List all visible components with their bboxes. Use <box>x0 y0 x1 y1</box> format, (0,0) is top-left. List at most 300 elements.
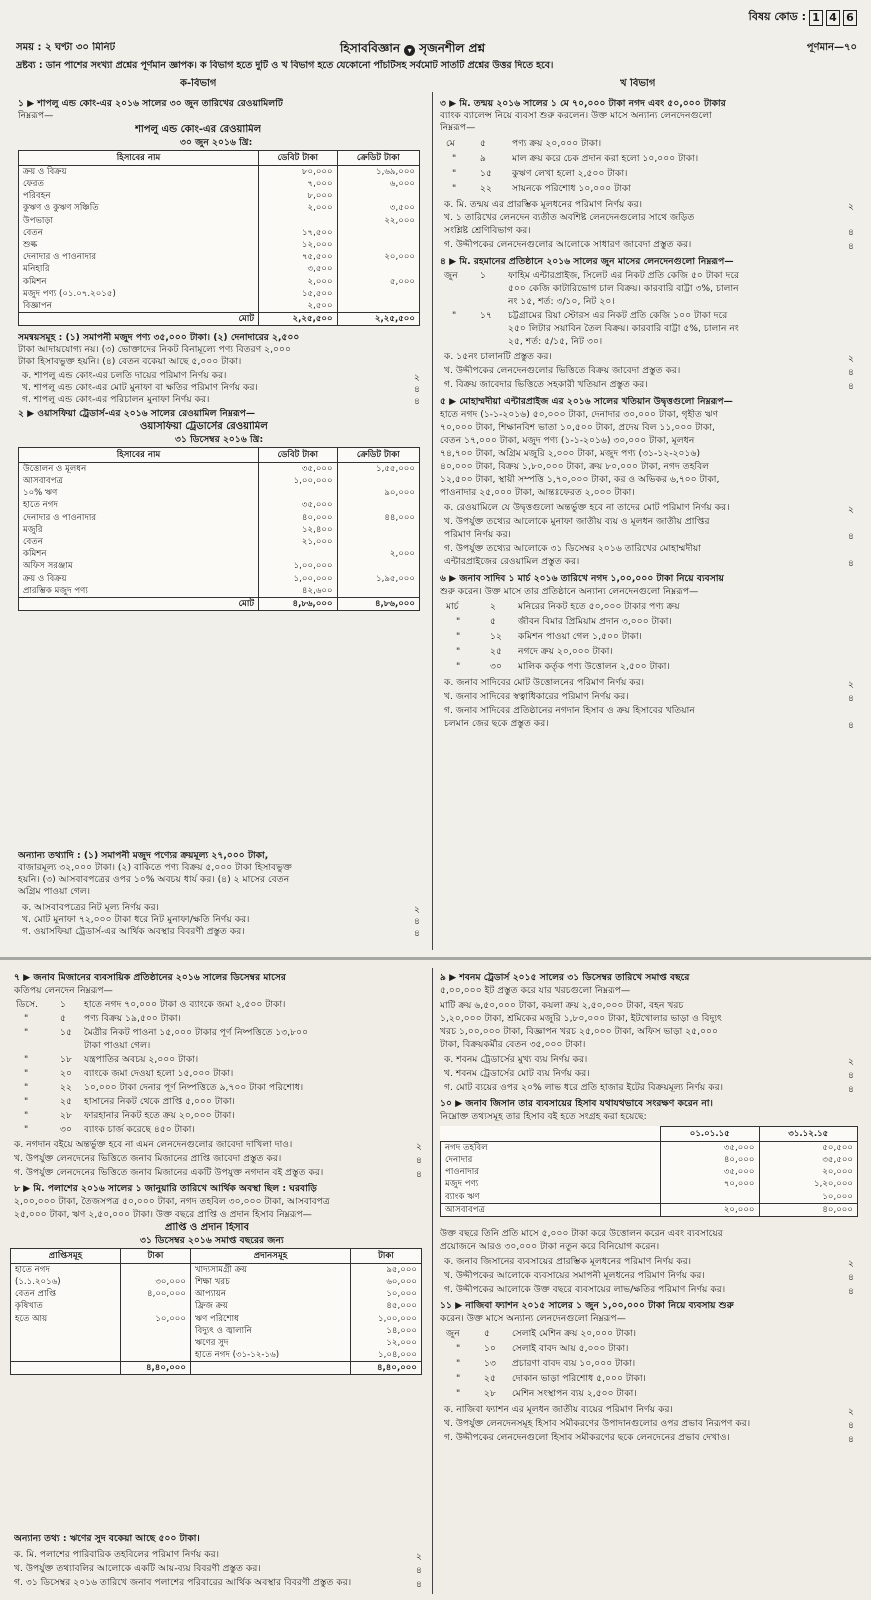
q4-question: গ. বিক্রয় জাবেদার ভিত্তিতে সহকারী খতিয়ান প্রস্তুত কর। <box>444 379 648 390</box>
q1-trial-balance <box>18 150 420 326</box>
cell: ২০,০০০ <box>661 1203 760 1216</box>
cell: ৩,৫০০ <box>259 263 338 275</box>
cell: ৩৫,০০০ <box>661 1166 760 1178</box>
q5-question: খ. উপর্যুক্ত তথ্যের আলোকে মুনাফা জাতীয় ব্যয় ও মূলধন জাতীয় প্রাপ্তির <box>444 516 710 527</box>
q2-intro: ২ ▶ ওয়াসফিয়া ট্রেডার্স-এর ২০১৬ সালের রেওয়ামিল নিম্নরূপ— <box>18 408 256 419</box>
entry-month: " <box>456 631 461 642</box>
cell: আপ্যায়ন <box>191 1288 351 1300</box>
table-row <box>19 475 420 487</box>
cell <box>191 1362 351 1375</box>
entry-text: ২৫০ লিটার সয়াবিন তৈল বিক্রয়। কারবারি বাট্টা ৫%, চালান নং <box>508 323 739 334</box>
cell: হাতে নগদ <box>11 1264 121 1277</box>
entry-text: ৫০০ কেজি কাটারিভোগ চাল বিক্রয়। কারবারি বাট্টা ৩%, চালান <box>508 283 739 294</box>
table-row <box>441 1166 858 1178</box>
entry-text: মনিরের নিকট হতে ৫০,০০০ টাকার পণ্য ক্রয় <box>518 601 680 612</box>
cell <box>661 1191 760 1204</box>
q4-mark: ২ <box>848 354 854 364</box>
cell: (১.১.২০১৬) <box>11 1276 121 1288</box>
q9-line: খরচ ১,০০,০০০ টাকা, বিজ্ঞাপন খরচ ২৫,০০০ টাকা, অফিস ভাড়া ২৫,০০০ <box>440 1026 718 1037</box>
q2-question: ক. আসবাবপত্রের নিট মূল্য নির্ণয় কর। <box>22 902 159 913</box>
cell: কুঋণ ও কুঋণ সঞ্চিতি <box>19 202 259 214</box>
q11-mark: ২ <box>848 1407 854 1417</box>
cell: ২,২৫,৫০০ <box>337 312 419 325</box>
cell: দেনাদার ও পাওনাদার <box>19 512 259 524</box>
table-row <box>19 512 420 524</box>
q4-question: খ. উদ্দীপকের লেনদেনগুলোর ভিত্তিতে বিক্রয় জাবেদা প্রস্তুত কর। <box>444 365 681 376</box>
entry-month: " <box>456 646 461 657</box>
q6-line: শুরু করেন। উক্ত মাসে তার প্রতিষ্ঠানে অন্যান্য লেনদেনগুলো নিম্নরূপ— <box>440 586 699 597</box>
table-row <box>19 463 420 476</box>
table-row <box>19 573 420 585</box>
table-row <box>11 1300 422 1312</box>
q8-question: গ. ৩১ ডিসেম্বর ২০১৬ তারিখে জনাব পলাশের পরিবারের আর্থিক অবস্থার বিবরণী প্রস্তুত কর। <box>14 1577 352 1588</box>
cell: মোট <box>19 597 259 610</box>
entry-text: প্রচারণা বাবদ ব্যয় ১০,০০০ টাকা। <box>512 1358 636 1369</box>
entry-text: ব্যাংক চার্জ করেছে ৪৫০ টাকা। <box>84 1124 195 1135</box>
q2-mark: ৪ <box>414 917 420 927</box>
q1-intro-line: নিম্নরূপ— <box>18 110 54 121</box>
cell: ৩৫,০০০ <box>661 1142 760 1155</box>
q5-line: হাতে নগদ (১-১-২০১৬) ৫০,০০০ টাকা, দেনাদার ৩০,০০০ টাকা, গৃহীত ঋণ <box>440 409 719 420</box>
q5-mark: ৪ <box>848 559 854 569</box>
q9-line: মাটি ক্রয় ৬,৫০,০০০ টাকা, কয়লা ক্রয় ২,৫০,০০০ টাকা, বহন খরচ <box>440 1000 684 1011</box>
exam-time: সময় : ২ ঘণ্টা ৩০ মিনিট <box>16 42 116 53</box>
entry-text: চট্টগ্রামের রিয়া স্টোরস এর নিকট প্রতি কেজি ১০০ টাকা দরে <box>508 310 728 321</box>
entry-day: ৫ <box>484 1328 490 1339</box>
entry-text: সেলাই মেশিন ক্রয় ২০,০০০ টাকা। <box>512 1328 637 1339</box>
cell: ১২,০০০ <box>259 239 338 251</box>
cell: ১,০০,০০০ <box>259 475 338 487</box>
q2-table-date: ৩১ ডিসেম্বর ২০১৬ খ্রি: <box>175 434 264 445</box>
cell: ২,০০০ <box>259 202 338 214</box>
cell <box>121 1264 191 1277</box>
cell: হতে আয় <box>11 1313 121 1325</box>
table-row <box>19 166 420 179</box>
cell: বেতন <box>19 227 259 239</box>
q2-other-line: অন্যান্য তথ্যাদি : (১) সমাপনী মজুদ পণ্যের ক্রয়মূল্য ২৭,০০০ টাকা, <box>18 850 269 861</box>
entry-text: কুঋণ লেখা হলো ২,৫০০ টাকা। <box>512 168 628 179</box>
q8-col-header: প্রদানসমূহ <box>191 1249 351 1264</box>
cell: ঋণের সুদ <box>191 1337 351 1349</box>
entry-text: মালিক কর্তৃক পণ্য উত্তোলন ২,৫০০ টাকা। <box>518 661 670 672</box>
entry-text: ২৫, শর্ত: ৫/১৫, নিট ৩০। <box>508 336 603 347</box>
q9-line: ১,২০,০০০ টাকা, শ্রমিকের মজুরি ১,৮০,০০০ টাকা, ইটখোলার ভাড়া ও বিদ্যুৎ <box>440 1013 722 1024</box>
cell: ১০,০০০ <box>351 1288 422 1300</box>
q3-mark: ২ <box>848 202 854 212</box>
page-title <box>340 40 485 60</box>
cell: নগদ তহবিল <box>441 1142 661 1155</box>
q1-question: ক. শাপলু এন্ড কোং-এর চলতি দায়ের পরিমাণ নির্ণয় কর। <box>22 370 227 381</box>
subtitle-text: সৃজনশীল প্রশ্ন <box>419 41 486 55</box>
cell: পাওনাদার <box>441 1166 661 1178</box>
q2-question: গ. ওয়াসফিয়া ট্রেডার্স-এর আর্থিক অবস্থার বিবরণী প্রস্তুত কর। <box>22 926 245 937</box>
q10-col-header: ৩১.১২.১৫ <box>759 1127 858 1142</box>
table-row <box>19 499 420 511</box>
title-text: হিসাববিজ্ঞান <box>340 41 401 55</box>
q1-adjustment-line: টাকা হিসাবভুক্ত হয়নি। (৪) বেতন বকেয়া আছে ৫,০০০ টাকা। <box>18 356 242 367</box>
cell: ৯০,০০০ <box>337 487 419 499</box>
q11-line: ১১ ▶ নাজিবা ফ্যাশন ২০১৫ সালের ১ জুন ১,০০,০০০ টাকা নিয়ে ব্যবসায় শুরু <box>440 1300 734 1311</box>
cell <box>337 560 419 572</box>
cell <box>337 263 419 275</box>
cell: ৭৫,৫০০ <box>259 251 338 263</box>
entry-month: " <box>452 183 457 194</box>
entry-day: ৫ <box>60 1013 66 1024</box>
q5-line: ৪০,০০০ টাকা, বিক্রয় ১,৮০,০০০ টাকা, ক্রয় ৮০,০০০ টাকা, নগদ তহবিল <box>440 461 710 472</box>
table-row <box>19 215 420 227</box>
entry-month: " <box>456 1373 461 1384</box>
q8-question: খ. উপর্যুক্ত তথ্যাবলির আলোকে একটি আয়-ব্যয় বিবরণী প্রস্তুত কর। <box>14 1563 261 1574</box>
cell: বিদ্যুৎ ও জ্বালানি <box>191 1325 351 1337</box>
table-row <box>19 536 420 548</box>
cell: ১,৫৫,০০০ <box>337 463 419 476</box>
entry-day: ৫ <box>490 616 496 627</box>
entry-month: " <box>24 1027 29 1038</box>
q8-question: ক. মি. পলাশের পারিবারিক তহবিলের পরিমাণ নির্ণয় কর। <box>14 1549 219 1560</box>
entry-day: ২০ <box>60 1068 72 1079</box>
entry-text: সায়নকে পরিশোধ ১০,০০০ টাকা <box>512 183 631 194</box>
q10-question: ক. জনাব জিসানের ব্যবসায়ের প্রারম্ভিক মূলধনের পরিমাণ নির্ণয় কর। <box>444 1256 692 1267</box>
cell: ২০,০০০ <box>759 1166 858 1178</box>
q1-col-header: ক্রেডিট টাকা <box>337 151 419 166</box>
q3-line: নিম্নরূপ— <box>440 122 476 133</box>
entry-text: মাল ক্রয় করে চেক প্রদান করা হলো ১০,০০০ টাকা। <box>512 153 699 164</box>
q1-col-header: ডেবিট টাকা <box>259 151 338 166</box>
q2-other-line: হয়নি। (৩) আসবাবপত্রের ওপর ১০% অবচয় ধার্য কর। (৪) ২ মাসের বেতন <box>18 874 290 885</box>
entry-text: ফারহানার নিকট হতে ক্রয় ২০,০০০ টাকা। <box>84 1110 235 1121</box>
q1-mark: ২ <box>414 373 420 383</box>
cell: ৩,৫০০ <box>337 202 419 214</box>
q1-adjustment-line: টাকা আদায়যোগ্য নয়। (৩) ভোক্তাদের নিকট বিনামূল্যে পণ্য বিতরণ ২,০০০ <box>18 344 291 355</box>
q8-col-header: টাকা <box>121 1249 191 1264</box>
q3-question: খ. ১ তারিখের লেনদেন ব্যতীত অবশিষ্ট লেনদেনগুলোর সাথে জড়িত <box>444 212 695 223</box>
cell: ২,২৫,৫০০ <box>259 312 338 325</box>
cell <box>337 239 419 251</box>
q11-line: করেন। উক্ত মাসে অন্যান্য লেনদেনগুলো নিম্নরূপ— <box>440 1313 626 1324</box>
q8-mark: ৪ <box>416 1580 422 1590</box>
cell: আসবাবপত্র <box>19 475 259 487</box>
q10-mark: ৪ <box>848 1273 854 1283</box>
cell <box>121 1325 191 1337</box>
entry-month: " <box>456 1388 461 1399</box>
cell: ২,০০০ <box>337 548 419 560</box>
q1-question: খ. শাপলু এন্ড কোং-এর মোট মুনাফা বা ক্ষতির পরিমাণ নির্ণয় কর। <box>22 382 258 393</box>
table-row <box>441 1178 858 1190</box>
entry-text: ব্যাংকে জমা দেওয়া হলো ১৫,০০০ টাকা। <box>84 1068 234 1079</box>
cell: উপভাড়া <box>19 215 259 227</box>
table-row <box>11 1325 422 1337</box>
q2-other-line: অগ্রিম পাওয়া গেল। <box>18 886 91 897</box>
cell: ১,০০,০০০ <box>351 1313 422 1325</box>
q8-line: ৮ ▶ মি. পলাশের ২০১৬ সালের ১ জানুয়ারি তারিখে আর্থিক অবস্থা ছিল : ঘরবাড়ি <box>14 1183 317 1194</box>
q3-question: গ. উদ্দীপকের লেনদেনগুলোর আলোকে সাধারণ জাবেদা প্রস্তুত কর। <box>444 239 692 250</box>
entry-day: ৩০ <box>490 661 502 672</box>
cell: বেতন <box>19 536 259 548</box>
q3-line: ৩ ▶ মি. তন্ময় ২০১৬ সালের ১ মে ৭০,০০০ টাকা নগদ এবং ৫০,০০০ টাকার <box>440 98 726 109</box>
table-row <box>19 548 420 560</box>
entry-day: ১৫ <box>480 168 492 179</box>
entry-day: ২২ <box>60 1082 72 1093</box>
q9-mark: ৪ <box>848 1071 854 1081</box>
q9-line: ৫,০০,০০০ ইট প্রস্তুত করে যার খরচগুলো নিম্নরূপ— <box>440 985 631 996</box>
cell: ৪০,০০০ <box>661 1154 760 1166</box>
q10-balance-table <box>440 1126 858 1217</box>
q7-question: খ. উপর্যুক্ত লেনদেনের ভিত্তিতে জনাব মিজানের প্রাপ্তি জাবেদা প্রস্তুত কর। <box>14 1153 282 1164</box>
entry-text: কমিশন পাওয়া গেল ১,৫০০ টাকা। <box>518 631 642 642</box>
q5-question: গ. উপর্যুক্ত তথ্যের আলোকে ৩১ ডিসেম্বর ২০১৬ তারিখের মোহাম্মদীয়া <box>444 543 702 554</box>
table-row <box>19 239 420 251</box>
entry-month: " <box>24 1082 29 1093</box>
entry-month: " <box>24 1013 29 1024</box>
cell: অফিস সরঞ্জাম <box>19 560 259 572</box>
table-row <box>19 560 420 572</box>
table-total-row <box>19 312 420 325</box>
cell: খাদ্যসামগ্রী ক্রয় <box>191 1264 351 1277</box>
q8-line: ২৫,০০০ টাকা, ঋণ ২,৫০,০০০ টাকা। উক্ত বছরে প্রাপ্তি ও প্রদান হিসাব নিম্নরূপ— <box>14 1209 312 1220</box>
cell: ফেরত <box>19 178 259 190</box>
q8-receipt-payment-table <box>10 1248 422 1375</box>
table-row <box>441 1154 858 1166</box>
table-row <box>441 1191 858 1204</box>
q10-col-header <box>441 1127 661 1142</box>
cell: ৮,০০০ <box>259 190 338 202</box>
q10-after-line: প্রয়োজনে আরও ৩০,০০০ টাকা নতুন করে বিনিয়োগ করেন। <box>440 1241 660 1252</box>
q2-mark: ৪ <box>414 929 420 939</box>
cell: মনিহারি <box>19 263 259 275</box>
cell: ১৫,৫০০ <box>259 288 338 300</box>
cell: ৩৫,৫০০ <box>759 1154 858 1166</box>
q7-question: ক. নগদান বইয়ে অন্তর্ভুক্ত হবে না এমন লেনদেনগুলোর জাবেদা দাখিলা দাও। <box>14 1139 293 1150</box>
entry-day: ২৫ <box>484 1373 496 1384</box>
cell: ৪২,৬০০ <box>259 585 338 598</box>
cell: শিক্ষা খরচ <box>191 1276 351 1288</box>
q1-question: গ. শাপলু এন্ড কোং-এর পরিচালন মুনাফা নির্ণয় কর। <box>22 394 210 405</box>
entry-month: ডিসে. <box>16 999 39 1010</box>
subject-code-digit: 1 <box>809 10 823 26</box>
table-row <box>19 263 420 275</box>
q8-line: ২,০০,০০০ টাকা, তৈজসপত্র ৫০,০০০ টাকা, নগদ তহবিল ৩০,০০০ টাকা, আসবাবপত্র <box>14 1196 330 1207</box>
column-divider <box>432 968 433 1594</box>
subject-code-digit: 4 <box>826 10 840 26</box>
cell: ১০% ঋণ <box>19 487 259 499</box>
cell: হাতে নগদ <box>19 499 259 511</box>
q6-mark: ৪ <box>848 721 854 731</box>
q9-line: ৯ ▶ শবনম ট্রেডার্স ২০১৫ সালের ৩১ ডিসেম্বর তারিখে সমাপ্ত বছরে <box>440 972 690 983</box>
cell <box>337 524 419 536</box>
section-kha: খ বিভাগ <box>620 78 656 89</box>
q2-col-header: ডেবিট টাকা <box>259 448 338 463</box>
entry-text: পণ্য বিক্রয় ১৯,৫০০ টাকা। <box>84 1013 181 1024</box>
q3-line: ব্যাংক ব্যালেন্স নিয়ে ব্যবসা শুরু করলেন। উক্ত মাসে অন্যান্য লেনদেনগুলো <box>440 110 712 121</box>
table-total-row <box>19 597 420 610</box>
cell: ৭,০০০ <box>259 178 338 190</box>
cell: ১,৬৯,০০০ <box>337 166 419 179</box>
q2-question: খ. মোট মুনাফা ৭২,০০০ টাকা ধরে নিট মুনাফা/ক্ষতি নির্ণয় কর। <box>22 914 250 925</box>
cell: কমিশন <box>19 276 259 288</box>
table-total-row <box>11 1362 422 1375</box>
q4-intro: ৪ ▶ মি. রহমানের প্রতিষ্ঠানে ২০১৬ সালের জুন মাসের লেনদেনগুলো নিম্নরূপ— <box>440 256 734 267</box>
q1-mark: ৪ <box>414 397 420 407</box>
full-marks: পূর্ণমান—৭০ <box>806 42 857 53</box>
cell: কমিশন <box>19 548 259 560</box>
q3-mark: ৪ <box>848 242 854 252</box>
cell <box>11 1325 121 1337</box>
subject-code <box>749 8 857 27</box>
cell: ৮০,০০০ <box>259 166 338 179</box>
cell: ৪৫,০০০ <box>351 1300 422 1312</box>
entry-day: ১০ <box>484 1343 496 1354</box>
q1-table-date: ৩০ জুন ২০১৬ খ্রি: <box>180 137 253 148</box>
cell <box>121 1300 191 1312</box>
q6-question: চলমান জের ছকে প্রস্তুত কর। <box>444 718 549 729</box>
cell: ১,০০,০০০ <box>259 560 338 572</box>
cell: ঋণ পরিশোধ <box>191 1313 351 1325</box>
q5-line: ৭০,০০০ টাকা, শিক্ষানবিশ ভাতা ১০,৫০০ টাকা, প্রদেয় বিল ১১,০০০ টাকা, <box>440 422 715 433</box>
q3-question: ক. মি. তন্ময় এর প্রারম্ভিক মূলধনের পরিমাণ নির্ণয় কর। <box>444 199 642 210</box>
cell: ২০,০০০ <box>337 251 419 263</box>
entry-month: " <box>456 1358 461 1369</box>
entry-month: " <box>24 1110 29 1121</box>
q5-line: ৭৪,৭০০ টাকা, অগ্রিম মজুরি ২,০০০ টাকা, মজুদ পণ্য (৩১-১২-২০১৬) <box>440 448 701 459</box>
entry-month: জুন <box>444 270 458 281</box>
q8-table-date: ৩১ ডিসেম্বর ২০১৬ সমাপ্ত বছরের জন্য <box>140 1235 284 1246</box>
q6-mark: ২ <box>848 680 854 690</box>
table-row <box>19 487 420 499</box>
entry-month: " <box>452 310 457 321</box>
table-row <box>19 227 420 239</box>
section-ka: ক-বিভাগ <box>180 78 217 89</box>
entry-day: ২৫ <box>490 646 502 657</box>
q11-mark: ৪ <box>848 1435 854 1445</box>
entry-day: ২৮ <box>484 1388 496 1399</box>
entry-month: " <box>24 1068 29 1079</box>
q3-mark: ৪ <box>848 228 854 238</box>
q10-question: খ. উদ্দীপকের আলোকে ব্যবসায়ের সমাপনী মূলধনের পরিমাণ নির্ণয় কর। <box>444 1270 705 1281</box>
cell: ১০,০০০ <box>121 1313 191 1325</box>
q6-question: গ. জনাব সাদিবের প্রতিষ্ঠানের নগদান হিসাব ও ক্রয় হিসাবের খতিয়ান <box>444 705 695 716</box>
q1-table-title: শাপলু এন্ড কোং-এর রেওয়ামিল <box>135 124 262 135</box>
cell <box>337 227 419 239</box>
entry-text: হাতে নগদ ৭০,০০০ টাকা ও ব্যাংকে জমা ২,৫০০ টাকা। <box>84 999 286 1010</box>
table-row <box>19 288 420 300</box>
q11-question: ক. নাজিবা ফ্যাশন এর মূলধন জাতীয় ব্যয়ের পরিমাণ নির্ণয় কর। <box>444 1404 673 1415</box>
q5-question: এন্টারপ্রাইজের রেওয়ামিল প্রস্তুত কর। <box>444 556 580 567</box>
cell <box>259 215 338 227</box>
cell: মজুদ পণ্য (০১.০৭.২০১৫) <box>19 288 259 300</box>
cell: ১,২০,০০০ <box>759 1178 858 1190</box>
cell: ১,০০,০০০ <box>259 573 338 585</box>
table-row <box>19 300 420 313</box>
q2-other-line: বাজারমূল্য ৩২,০০০ টাকা। (২) বাকিতে পণ্য বিক্রয় ৫,০০০ টাকা হিসাবভুক্ত <box>18 862 292 873</box>
entry-day: ২২ <box>480 183 492 194</box>
cell: ৩৫,০০০ <box>259 499 338 511</box>
table-row <box>11 1349 422 1362</box>
q9-question: ক. শবনম ট্রেডার্সের মুখ্য ব্যয় নির্ণয় কর। <box>444 1054 588 1065</box>
entry-month: " <box>456 661 461 672</box>
q6-mark: ৪ <box>848 694 854 704</box>
entry-text: হাসানের নিকট থেকে প্রাপ্তি ৫,০০০ টাকা। <box>84 1096 235 1107</box>
cell <box>11 1349 121 1362</box>
subject-code-digit: 6 <box>843 10 857 26</box>
table-row <box>441 1142 858 1155</box>
cell: ৪,৮৬,০০০ <box>259 597 338 610</box>
q7-mark: ২ <box>416 1142 422 1152</box>
cell: আসবাবপত্র <box>441 1203 661 1216</box>
entry-text: ১০,০০০ টাকা দেনার পূর্ণ নিষ্পত্তিতে ৯,৭০০ টাকা পরিশোধ। <box>84 1082 304 1093</box>
cell: ৪৪,০০০ <box>337 512 419 524</box>
q9-question: গ. মোট ব্যয়ের ওপর ২০% লাভ ধরে প্রতি হাজার ইটের বিক্রয়মূল্য নির্ণয় কর। <box>444 1082 724 1093</box>
cell: উত্তোলন ও মূলধন <box>19 463 259 476</box>
q10-after-line: উক্ত বছরে তিনি প্রতি মাসে ৫,০০০ টাকা করে উত্তোলন করেন এবং ব্যবসায়ের <box>440 1228 723 1239</box>
q5-mark: ৪ <box>848 532 854 542</box>
entry-day: ১৭ <box>480 310 492 321</box>
q1-mark: ৪ <box>414 385 420 395</box>
q4-mark: ৪ <box>848 368 854 378</box>
q9-question: খ. শবনম ট্রেডার্সের মোট ব্যয় নির্ণয় কর। <box>444 1068 590 1079</box>
cell: প্রারম্ভিক মজুদ পণ্য <box>19 585 259 598</box>
entry-day: ১ <box>60 999 66 1010</box>
entry-day: ১৫ <box>60 1027 72 1038</box>
entry-month: " <box>456 1343 461 1354</box>
cell: বেতন প্রাপ্তি <box>11 1288 121 1300</box>
cell: ৩০,০০০ <box>121 1276 191 1288</box>
q7-line: কতিপয় লেনদেন নিম্নরূপ— <box>14 985 113 996</box>
cell: ৫,০০০ <box>337 276 419 288</box>
cell <box>337 585 419 598</box>
q5-question: ক. রেওয়ামিলে যে উদ্বৃত্তগুলো অন্তর্ভুক্ত হবে না তাদের মোট পরিমাণ নির্ণয় কর। <box>444 502 730 513</box>
entry-month: মার্চ <box>446 601 459 612</box>
instruction-note: দ্রষ্টব্য : ডান পাশের সংখ্যা প্রশ্নের পূর্ণমান জ্ঞাপক। ক বিভাগ হতে দুটি ও খ বিভাগ হতে যেকোনো পাঁচটিসহ সর্বমোট সাতটি প্রশ্নের উত্তর দিতে হবে। <box>16 60 554 71</box>
cell <box>337 190 419 202</box>
q2-mark: ২ <box>414 905 420 915</box>
q7-mark: ৪ <box>416 1156 422 1166</box>
cell: মজুরি <box>19 524 259 536</box>
cell: ১২,৪০০ <box>259 524 338 536</box>
q8-mark: ২ <box>416 1552 422 1562</box>
cell <box>337 536 419 548</box>
q11-question: গ. উদ্দীপকের লেনদেনগুলো হিসাব সমীকরণের ছকে লেনদেনের প্রভাব দেখাও। <box>444 1432 730 1443</box>
entry-text: দোকান ভাড়া পরিশোধ ৫,০০০ টাকা। <box>512 1373 646 1384</box>
entry-day: ২৫ <box>60 1096 72 1107</box>
table-row <box>19 190 420 202</box>
q8-table-title: প্রাপ্তি ও প্রদান হিসাব <box>165 1222 250 1233</box>
q10-col-header: ০১.০১.১৫ <box>661 1127 760 1142</box>
cell <box>121 1337 191 1349</box>
q2-table-title: ওয়াসফিয়া ট্রেডার্সের রেওয়ামিল <box>140 421 268 432</box>
entry-month: " <box>24 1124 29 1135</box>
entry-day: ১২ <box>490 631 502 642</box>
q1-intro-line: ১ ▶ শাপলু এন্ড কোং-এর ২০১৬ সালের ৩০ জুন তারিখের রেওয়ামিলটি <box>18 98 283 109</box>
q8-col-header: টাকা <box>351 1249 422 1264</box>
entry-text: জীবন বিমার প্রিমিয়াম প্রদান ৩,০০০ টাকা। <box>518 616 672 627</box>
cell: মজুদ পণ্য <box>441 1178 661 1190</box>
q11-mark: ৪ <box>848 1421 854 1431</box>
cell: ৪,৪০,০০০ <box>351 1362 422 1375</box>
cell: ক্রয় ও বিক্রয় <box>19 573 259 585</box>
q4-question: ক. ১৫নং চালানটি প্রস্তুত কর। <box>444 351 552 362</box>
entry-month: " <box>24 1096 29 1107</box>
cell: ৪,৪০,০০০ <box>121 1362 191 1375</box>
table-row <box>19 202 420 214</box>
entry-day: ১ <box>480 270 486 281</box>
entry-month: জুন <box>446 1328 460 1339</box>
q8-mark: ৪ <box>416 1566 422 1576</box>
q8-col-header: প্রাপ্তিসমূহ <box>11 1249 121 1264</box>
cell: ৭০,০০০ <box>661 1178 760 1190</box>
cell: ২২,০০০ <box>337 215 419 227</box>
q4-mark: ৪ <box>848 382 854 392</box>
entry-month: " <box>456 616 461 627</box>
